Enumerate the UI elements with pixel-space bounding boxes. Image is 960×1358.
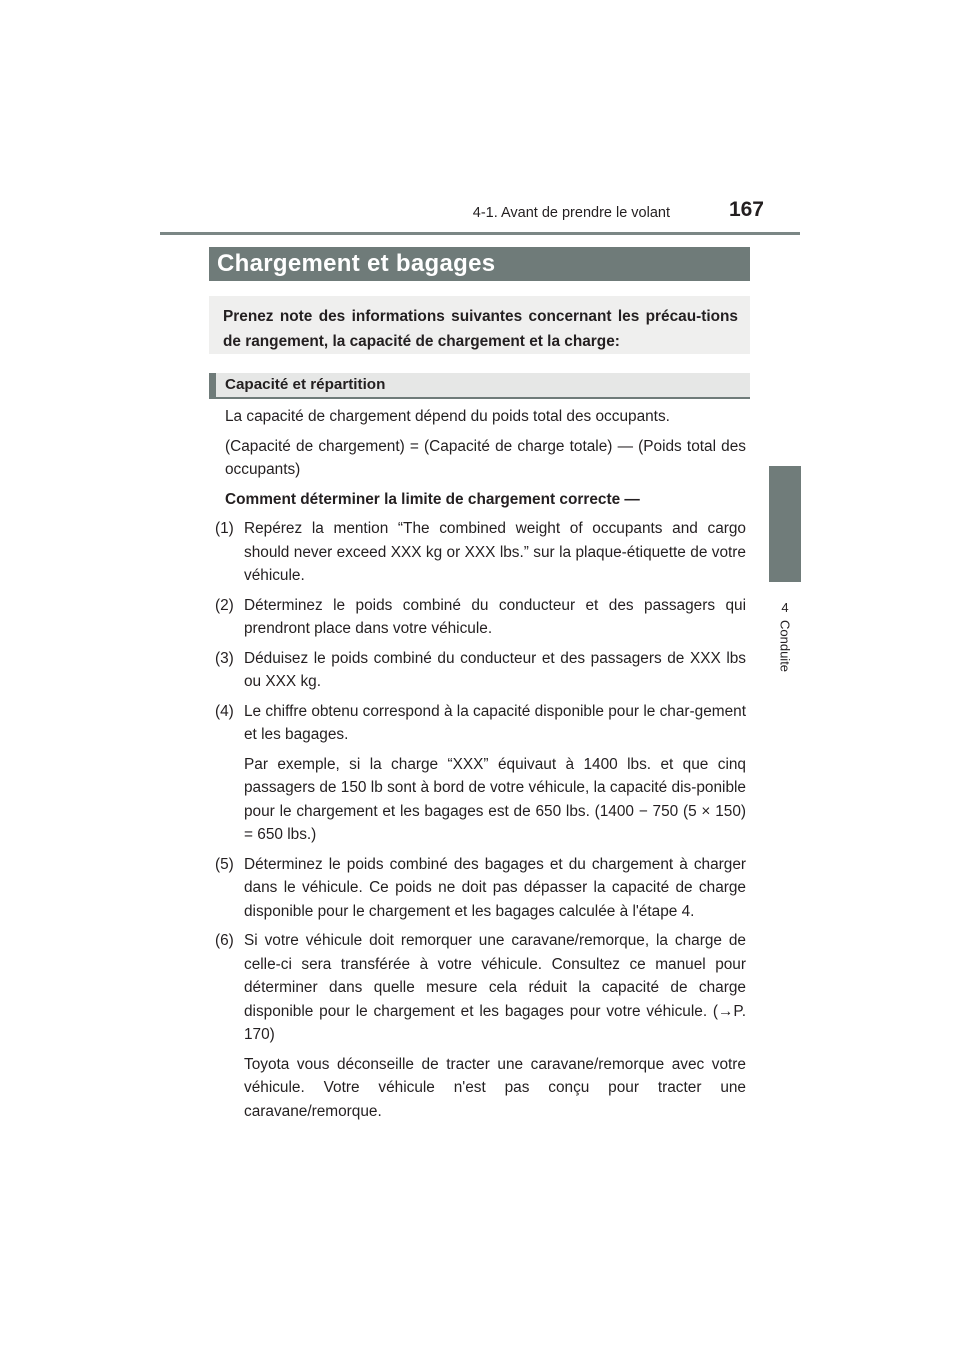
step-4-example: Par exemple, si la charge “XXX” équivaut à 1400 lbs. et que cinq passagers de 150 lb sont à bord de votre véhicule, la capacité dis-ponible pour le chargement et les bagages est de 650 lbs. (1400 − 750 (5 × 150) = 650 lbs.) (244, 755, 746, 843)
step-6 (205, 929, 746, 1047)
subheading-bar (209, 373, 750, 399)
step-4 (205, 700, 746, 747)
step-number: (6) (215, 932, 234, 949)
step-number: (5) (215, 855, 234, 873)
step-number: (3) (215, 649, 234, 667)
step-number: (1) (215, 520, 234, 537)
body-text (205, 405, 746, 1123)
section-title: Chargement et bagages (217, 250, 496, 277)
page-number: 167 (728, 198, 764, 221)
step-2 (205, 594, 746, 641)
step-text: Si votre véhicule doit remorquer une caravane/remorque, la charge de celle-ci sera transférée à votre véhicule. Consultez ce manuel pour déterminer dans quelle mesure cela réduit la capacité de charge disponible pour le chargement et les bagages pour votre véhicule. (→P. 170) (244, 932, 746, 1043)
step-text: Le chiffre obtenu correspond à la capacité disponible pour le char-gement et les bagages. (244, 702, 746, 743)
header-rule (160, 232, 800, 235)
chapter-number: 4 (781, 600, 789, 615)
step-text: Repérez la mention “The combined weight of occupants and cargo should never exceed XXX kg or XXX lbs.” sur la plaque-étiquette de votre véhicule. (244, 520, 746, 584)
subheading-title: Capacité et répartition (225, 376, 386, 393)
step-number: (2) (215, 596, 234, 614)
paragraph-how-to: Comment déterminer la limite de chargement correcte — (225, 490, 640, 508)
intro-box: Prenez note des informations suivantes concernant les précau-tions de rangement, la capacité de chargement et la charge: (209, 296, 750, 354)
chapter-tab (769, 466, 801, 582)
chapter-label: Conduite (777, 620, 793, 673)
step-number: (4) (215, 702, 234, 720)
section-title-bar (209, 247, 750, 281)
step-3 (205, 647, 746, 694)
running-header-section: 4-1. Avant de prendre le volant (472, 205, 670, 221)
step-text: Déduisez le poids combiné du conducteur et des passagers de XXX lbs ou XXX kg. (244, 649, 746, 690)
paragraph-capacity: La capacité de chargement dépend du poids total des occupants. (225, 408, 670, 425)
step-5 (205, 853, 746, 924)
step-6-note: Toyota vous déconseille de tracter une caravane/remorque avec votre véhicule. Votre véhicule n'est pas conçu pour tracter une caravane/remorque. (244, 1055, 746, 1120)
paragraph-formula: (Capacité de chargement) = (Capacité de charge totale) — (Poids total des occupants) (225, 437, 746, 478)
step-text: Déterminez le poids combiné des bagages et du chargement à charger dans le véhicule. Ce poids ne doit pas dépasser la capacité de charge disponible pour le chargement et les bagages calculée à l'étape 4. (244, 855, 746, 920)
step-text: Déterminez le poids combiné du conducteur et des passagers qui prendront place dans votre véhicule. (244, 596, 746, 637)
step-1 (205, 517, 746, 588)
